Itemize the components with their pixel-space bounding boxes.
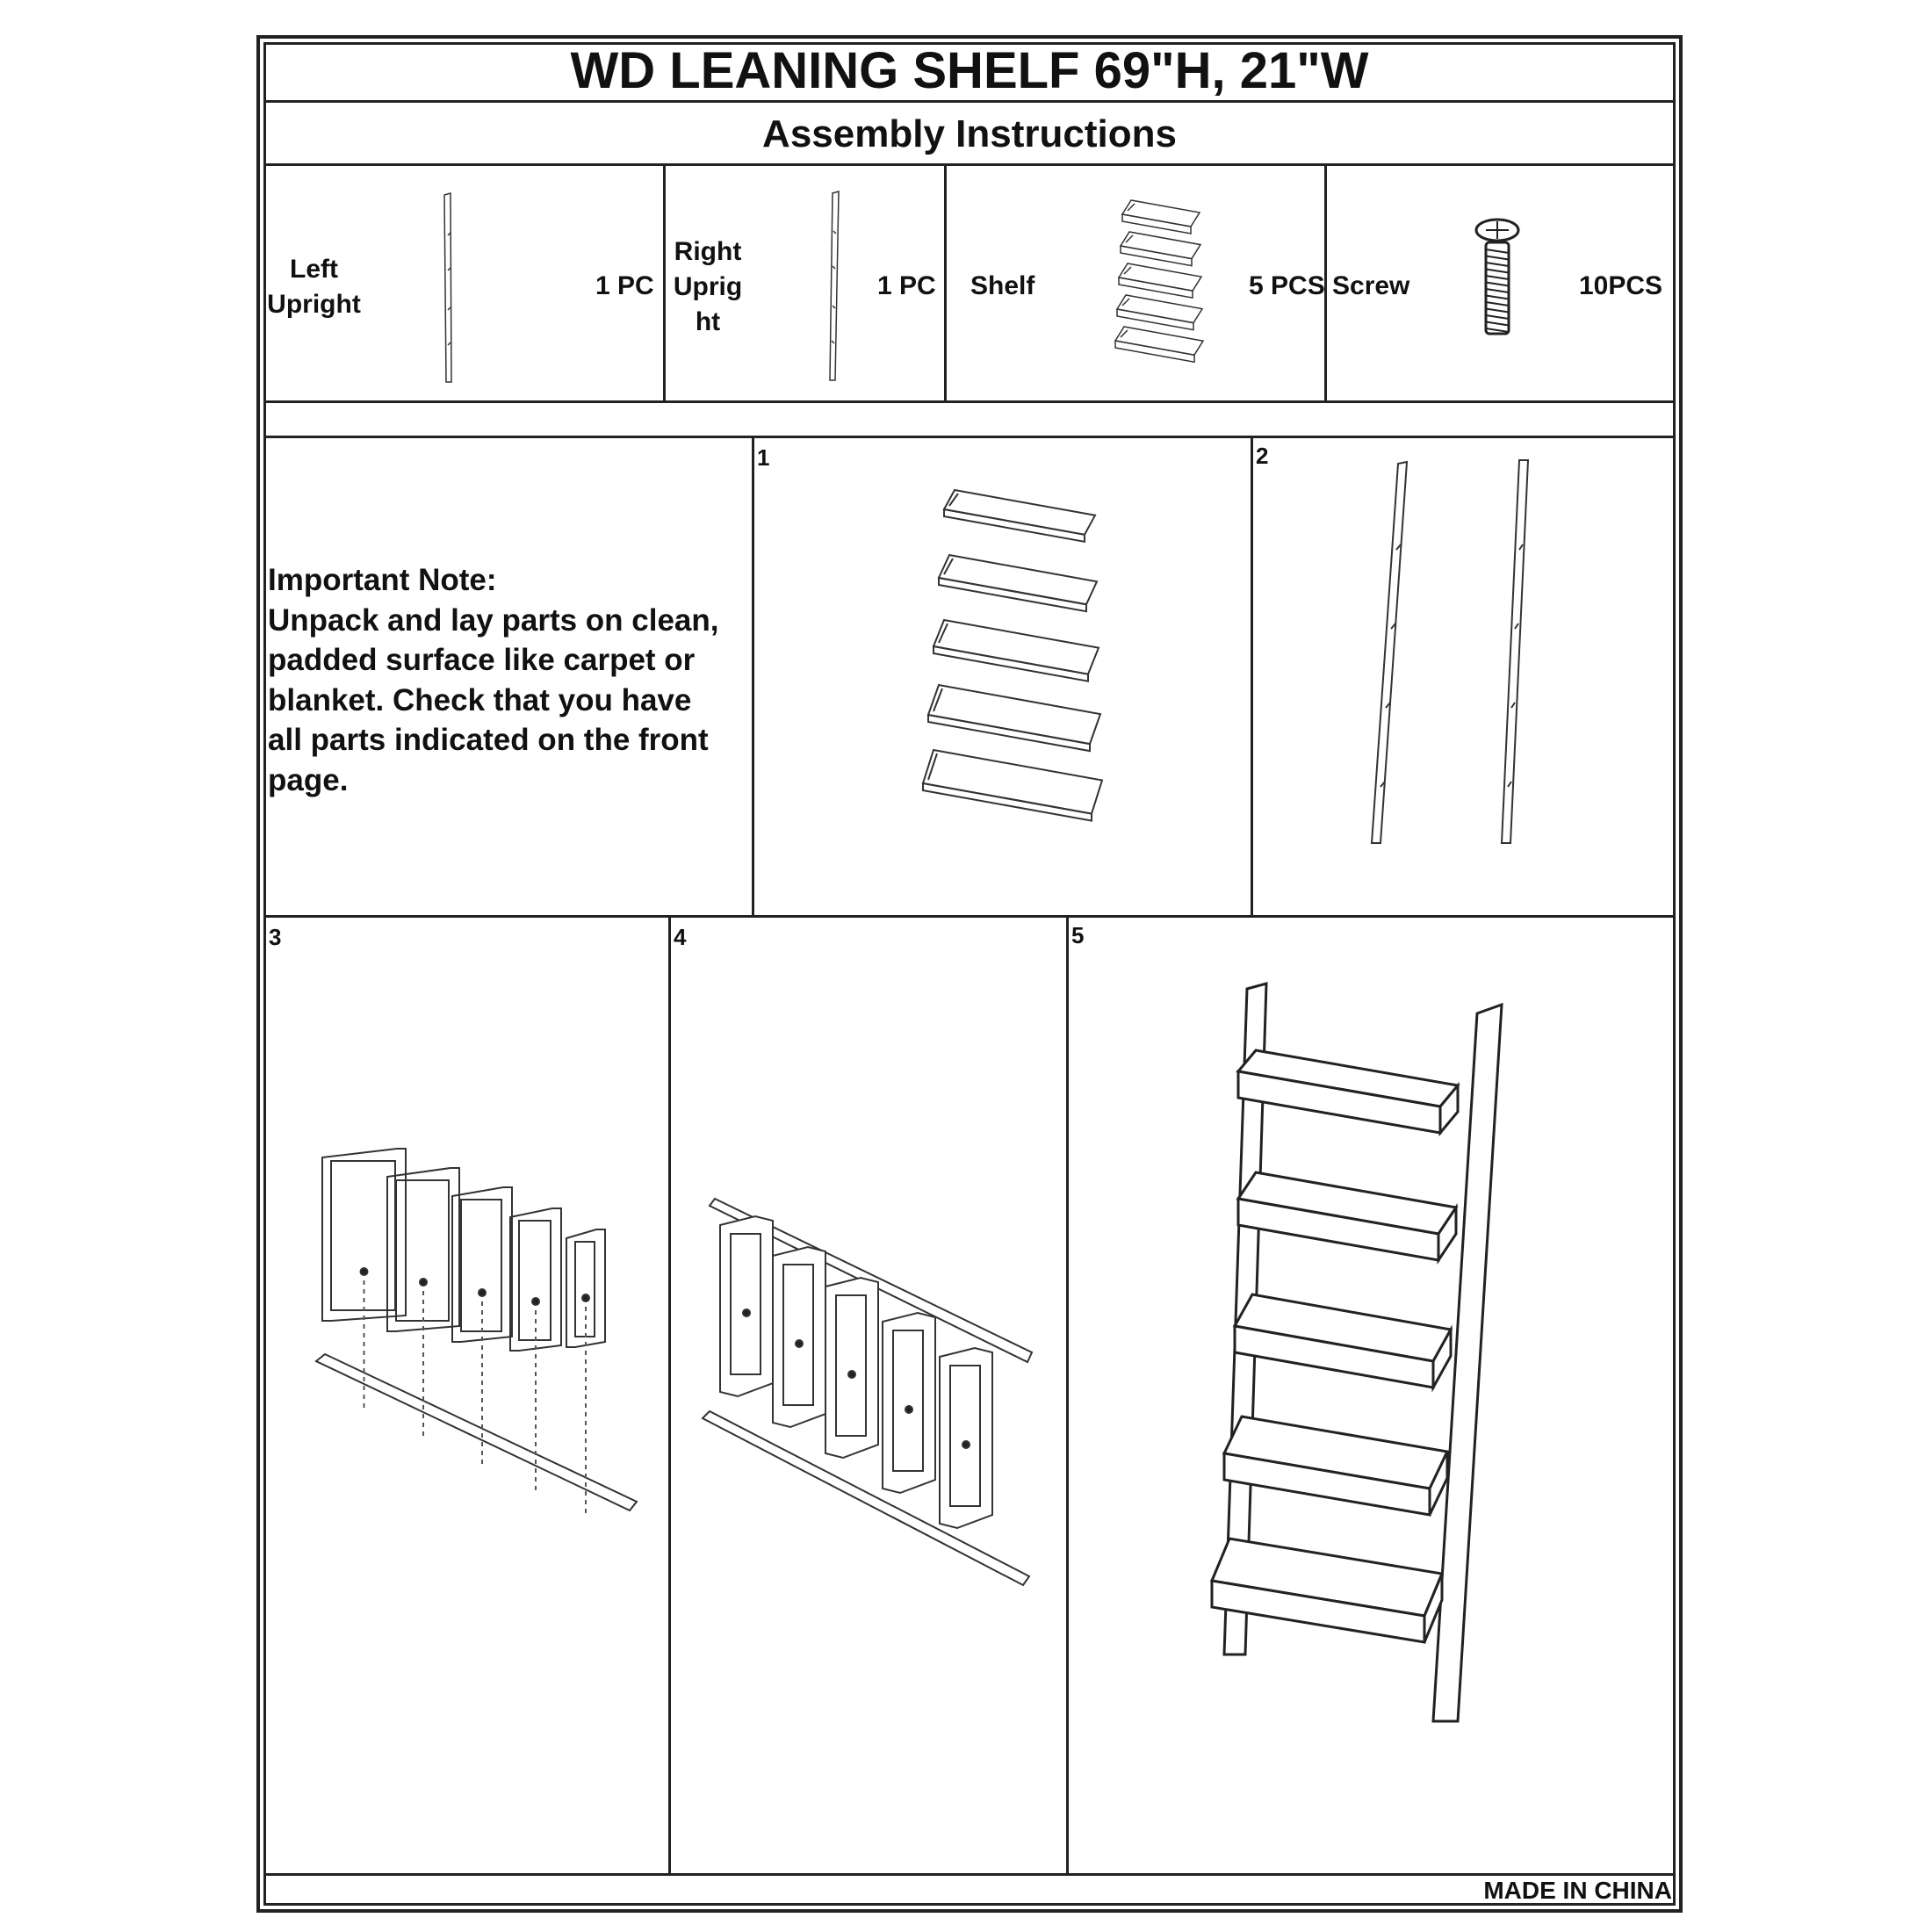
page-subtitle: Assembly Instructions [762,112,1177,155]
part-name-shelf: Shelf [970,271,1035,300]
part-qty-shelf: 5 PCS [1249,271,1325,300]
steps-divider-1 [752,436,754,916]
step-5-completed-shelf-illustration [1203,984,1510,1730]
part-name-screw: Screw [1332,271,1410,300]
note-heading: Important Note: [268,563,497,597]
steps-divider-2 [1251,436,1253,916]
step-number-5: 5 [1071,922,1085,948]
rule-under-subtitle [263,163,1676,166]
part-qty-left-upright: 1 PC [595,271,654,300]
made-in-label: MADE IN CHINA [1483,1877,1672,1904]
step-number-1: 1 [757,444,770,471]
page-title: WD LEANING SHELF 69"H, 21"W [570,42,1369,99]
note-line: Unpack and lay parts on clean, [268,602,719,638]
screw-threads [1486,249,1509,332]
part-name-right-upright: Right Uprig ht [673,237,743,336]
part-qty-right-upright: 1 PC [877,271,936,300]
note-line: blanket. Check that you have [268,682,692,717]
rule-above-footer [263,1873,1676,1876]
note-line: all parts indicated on the front [268,723,709,757]
step-2-uprights-illustration [1361,457,1537,852]
rule-under-step-row1 [263,915,1676,918]
important-note [268,560,742,800]
left-upright-icon [435,193,461,382]
shelf-stack-icon [1115,195,1203,362]
right-upright-icon [821,191,847,380]
part-qty-screw: 10PCS [1579,271,1663,300]
rule-under-parts [263,400,1676,403]
step-3-shelves [322,1149,605,1351]
step-4-shelves [720,1216,992,1528]
parts-divider-1 [663,163,666,401]
step-1-shelves-illustration [918,483,1093,817]
screw-icon [1474,218,1521,337]
step-number-3: 3 [269,924,282,950]
steps-divider-3 [668,915,671,1874]
note-line: padded surface like carpet or [268,643,696,677]
rule-under-title [263,100,1676,103]
step-number-2: 2 [1256,443,1269,469]
parts-divider-2 [944,163,947,401]
step-4-attach-right-illustration [703,1199,1036,1594]
rule-spacer [263,436,1676,438]
step-3-attach-left-illustration [312,1142,645,1528]
part-name-left-upright: Left Upright [267,255,361,319]
steps-divider-4 [1066,915,1069,1874]
step-number-4: 4 [674,924,687,950]
note-line: page. [268,762,349,797]
